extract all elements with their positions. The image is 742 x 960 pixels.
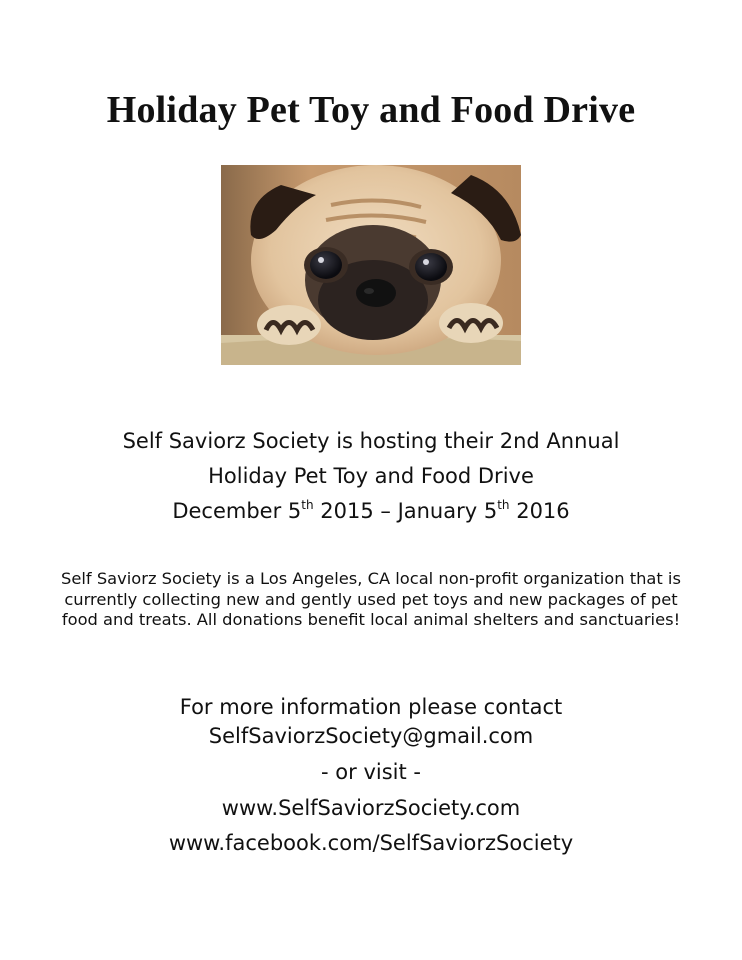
contact-email: SelfSaviorzSociety@gmail.com [208,724,534,748]
facebook-url: www.facebook.com/SelfSaviorzSociety [168,831,574,855]
contact-section [0,693,742,858]
start-date-suffix: th [301,498,314,512]
website-url: www.SelfSaviorzSociety.com [221,796,521,820]
end-year: 2016 [509,499,570,523]
organization-description: Self Saviorz Society is a Los Angeles, CA local non-profit organization that is currently collecting new and gently used pet toys and new packages of pet food and treats. All donations benefit local animal shelters and sanctuaries! [61,569,681,629]
end-date: January 5 [397,499,498,523]
pug-photo [221,165,521,365]
or-visit-text: - or visit - [321,760,421,784]
end-date-suffix: th [497,498,510,512]
event-details [0,424,742,529]
contact-intro: For more information please contact [179,695,563,719]
event-host-line: Self Saviorz Society is hosting their 2nd Annual [122,429,620,453]
start-date: December 5 [172,499,302,523]
event-name-line: Holiday Pet Toy and Food Drive [208,464,534,488]
event-dates-line [0,494,742,529]
flyer-title: Holiday Pet Toy and Food Drive [106,89,636,131]
start-year: 2015 – [313,499,398,523]
